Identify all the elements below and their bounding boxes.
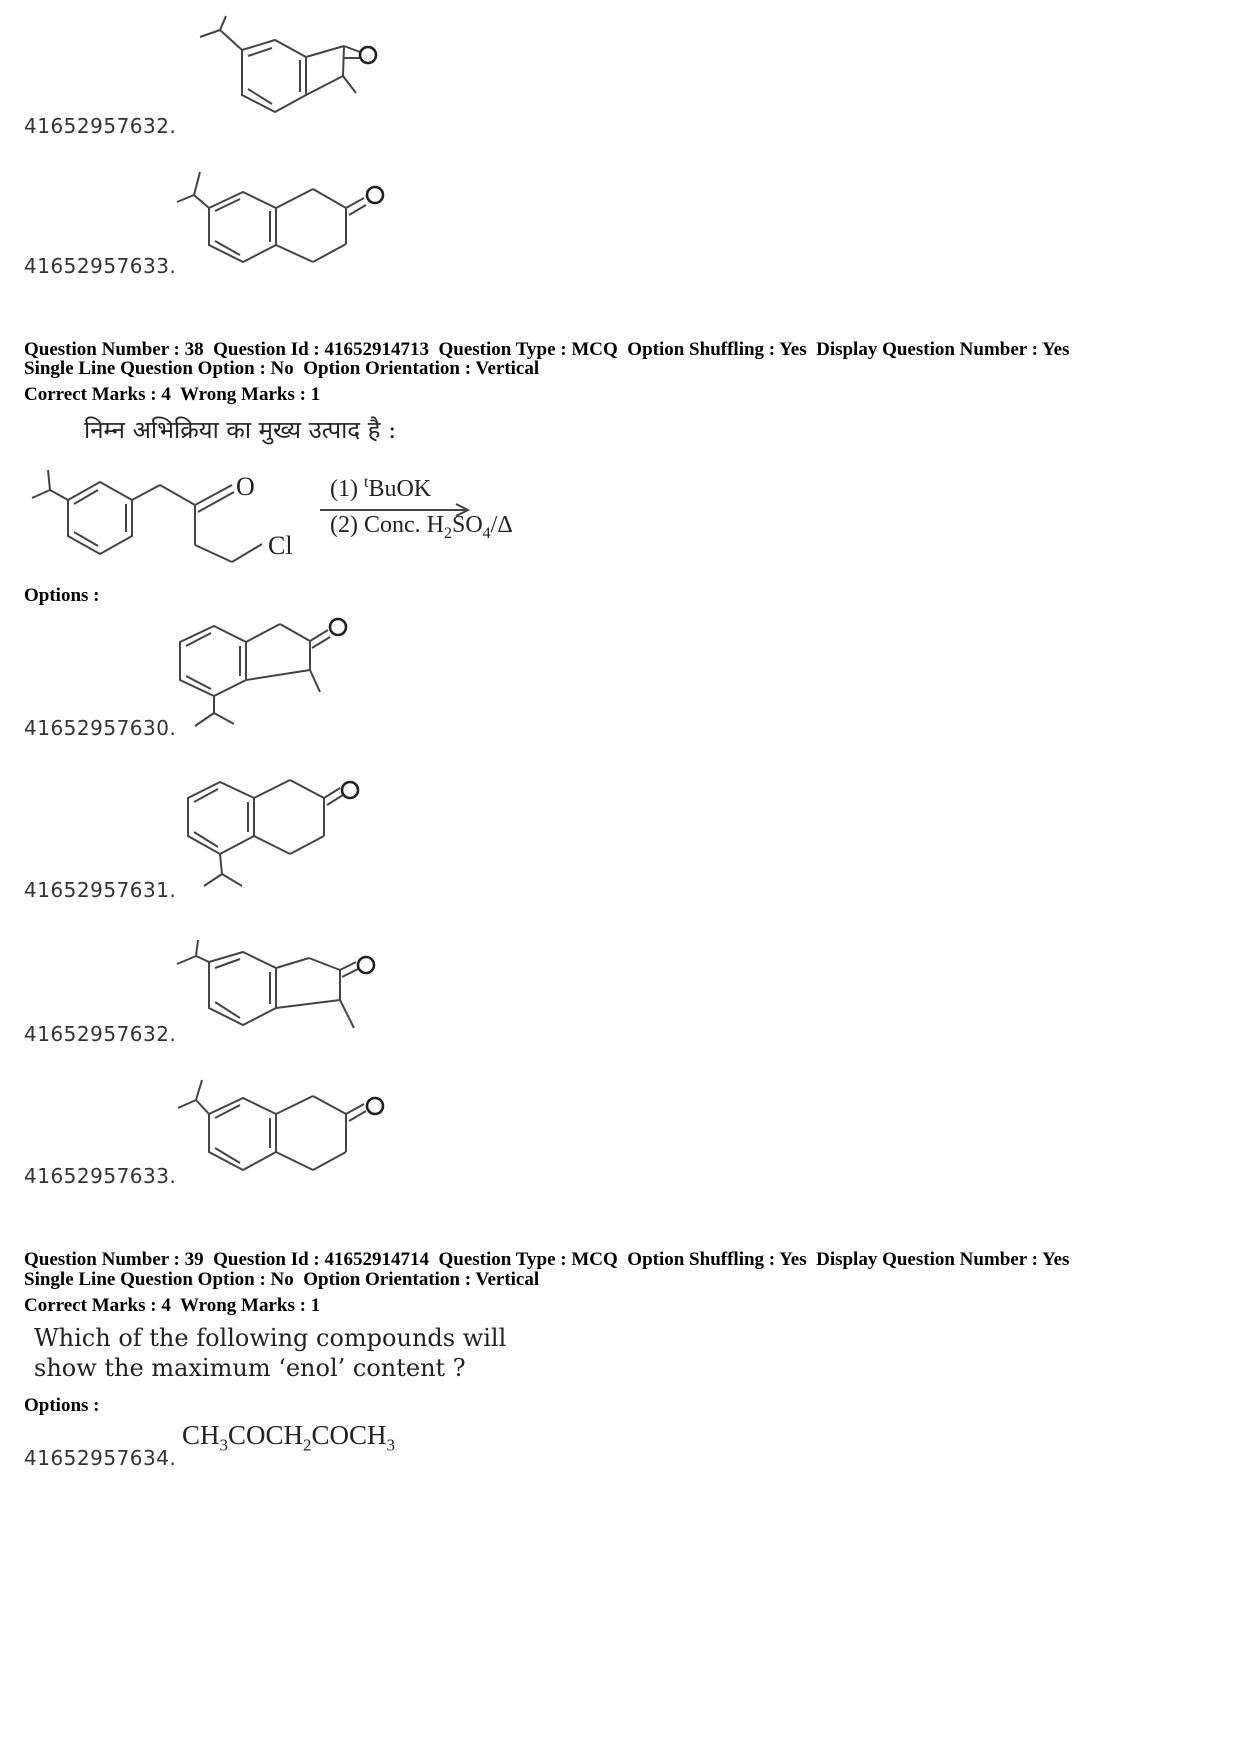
reagent-step-1: (1) $^t$BuOK (330, 474, 432, 502)
option-formula: $CH_3COCH_2COCH_3$ (182, 1420, 396, 1455)
question-header-line1: Question Number : 39 Question Id : 41652914714 Question Type : MCQ Option Shuffling : Yes Display Question Number : Yes (24, 1249, 1070, 1270)
question-header-line2: Single Line Question Option : No Option Orientation : Vertical (24, 358, 540, 379)
atom-label-o: O (236, 472, 255, 501)
option-id: 41652957630. (24, 716, 177, 740)
reagent-step-2: (2) Conc. $H_2SO_4/\Delta$ (330, 512, 513, 542)
options-label: Options : (24, 585, 100, 606)
structure-option-630 (0, 600, 1240, 750)
question-stem: निम्न अभिक्रिया का मुख्य उत्पाद है : (84, 416, 397, 444)
option-id: 41652957633. (24, 1164, 177, 1188)
question-stem-line1: Which of the following compounds will (34, 1324, 507, 1352)
question-stem-line2: show the maximum ‘enol’ content ? (34, 1354, 466, 1382)
option-id: 41652957631. (24, 878, 177, 902)
question-marks: Correct Marks : 4 Wrong Marks : 1 (24, 384, 321, 405)
structure-option-633 (0, 1072, 1240, 1222)
option-id: 41652957632. (24, 114, 177, 138)
options-label: Options : (24, 1395, 100, 1416)
option-id: 41652957634. (24, 1446, 177, 1470)
question-marks: Correct Marks : 4 Wrong Marks : 1 (24, 1295, 321, 1316)
question-header-line1: Question Number : 38 Question Id : 41652914713 Question Type : MCQ Option Shuffling : Yes Display Question Number : Yes (24, 339, 1070, 360)
option-id: 41652957632. (24, 1022, 177, 1046)
option-id: 41652957633. (24, 254, 177, 278)
atom-label-cl: Cl (268, 531, 293, 560)
structure-option-631 (0, 760, 1240, 910)
question-header-line2: Single Line Question Option : No Option Orientation : Vertical (24, 1269, 540, 1290)
structure-option-632 (0, 930, 1240, 1080)
